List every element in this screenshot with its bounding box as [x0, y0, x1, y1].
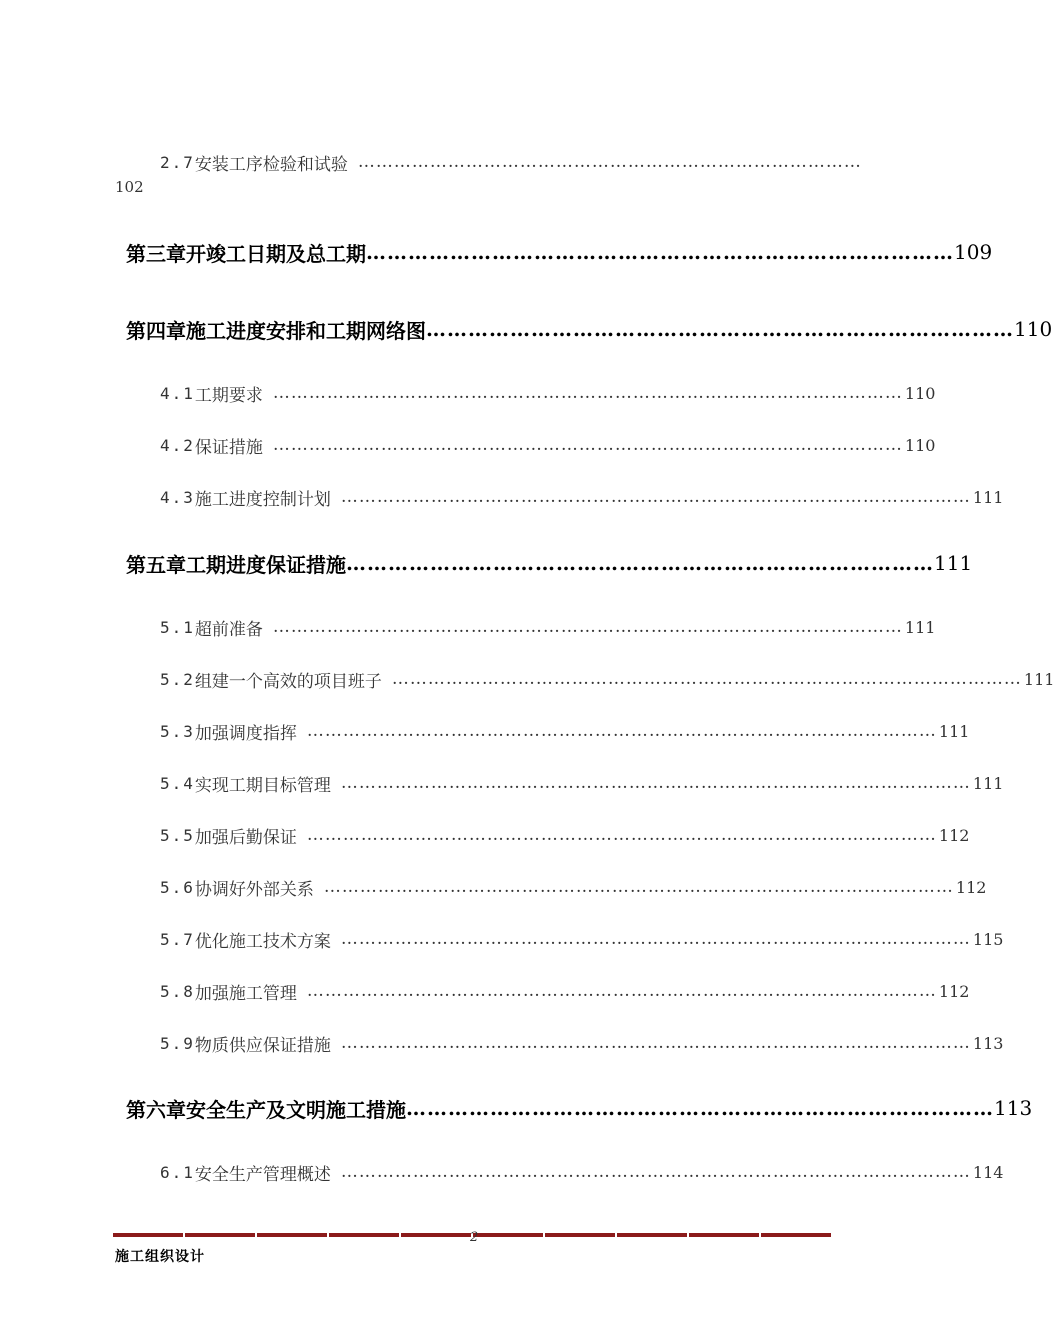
footer-document-title: 施工组织设计 [115, 1249, 205, 1265]
toc-entry[interactable] [160, 872, 987, 902]
toc-entry[interactable] [160, 1028, 1004, 1058]
toc-entry-number: 5.9 [160, 1033, 195, 1053]
toc-chapter-page: 111 [934, 551, 973, 575]
toc-chapter-page: 109 [954, 240, 993, 264]
toc-chapter-page: 110 [1014, 317, 1053, 341]
toc-entry-number: 5.3 [160, 721, 195, 741]
toc-entry-page: 112 [938, 825, 970, 845]
toc-leader-dots: ………………………………………………………………………… [426, 317, 1014, 341]
toc-chapter-title: 开竣工日期及总工期 [186, 241, 366, 266]
toc-entry-title: 施工进度控制计划 [194, 489, 331, 510]
toc-leader-dots: ………………………………………………………………………… [346, 551, 934, 575]
toc-entry-page: 112 [955, 877, 987, 897]
toc-entry-number: 5.8 [160, 981, 195, 1001]
toc-chapter-label: 第三章 [126, 241, 186, 266]
toc-entry-page: 102 [115, 178, 144, 196]
toc-entry-title: 优化施工技术方案 [194, 931, 331, 952]
toc-entry-page: 110 [904, 435, 936, 455]
toc-entry-title: 物质供应保证措施 [194, 1035, 331, 1056]
toc-chapter[interactable] [126, 235, 993, 269]
toc-entry[interactable] [160, 430, 936, 460]
toc-leader-dots: …………………………………………………………………………………………… [340, 1162, 971, 1182]
toc-leader-dots: …………………………………………………………………………………………… [340, 773, 971, 793]
toc-entry-page: 111 [972, 487, 1004, 507]
toc-chapter[interactable] [126, 1091, 1033, 1125]
toc-entry-page: 114 [972, 1162, 1004, 1182]
toc-chapter[interactable] [126, 546, 973, 580]
toc-entry-number: 5.7 [160, 929, 195, 949]
toc-leader-dots: …………………………………………………………………………………………… [272, 617, 903, 637]
toc-entry[interactable] [160, 768, 1004, 798]
toc-entry-page: 111 [904, 617, 936, 637]
toc-chapter-label: 第六章 [126, 1097, 186, 1122]
toc-entry[interactable] [160, 378, 936, 408]
toc-entry[interactable] [160, 716, 970, 746]
toc-chapter[interactable] [126, 312, 1053, 346]
toc-leader-dots: …………………………………………………………………………………………… [323, 877, 954, 897]
toc-entry[interactable] [160, 820, 970, 850]
toc-chapter-title: 施工进度安排和工期网络图 [186, 318, 426, 343]
toc-leader-dots: …………………………………………………………………………………………… [340, 487, 971, 507]
toc-entry-page: 110 [904, 383, 936, 403]
toc-entry-title: 实现工期目标管理 [194, 775, 331, 796]
toc-leader-dots: …………………………………………………………………………………………… [340, 1033, 971, 1053]
toc-entry-page: 112 [938, 981, 970, 1001]
toc-leader-dots: …………………………………………………………………………………………… [340, 929, 971, 949]
toc-entry[interactable] [160, 664, 1054, 694]
footer-page-number: 2 [470, 1230, 479, 1245]
toc-entry-title: 工期要求 [194, 385, 263, 406]
toc-entry-title: 协调好外部关系 [194, 879, 314, 900]
toc-entry-title: 超前准备 [194, 619, 263, 640]
toc-entry-title: 安装工序检验和试验 [194, 154, 348, 175]
toc-leader-dots: …………………………………………………………………………………………… [272, 383, 903, 403]
toc-chapter-title: 安全生产及文明施工措施 [186, 1097, 406, 1122]
toc-entry-title: 保证措施 [194, 437, 263, 458]
toc-entry-title: 加强后勤保证 [194, 827, 297, 848]
toc-chapter-label: 第五章 [126, 552, 186, 577]
toc-entry-number: 2.7 [160, 152, 195, 172]
toc-entry-number: 6.1 [160, 1162, 195, 1182]
toc-entry-title: 安全生产管理概述 [194, 1164, 331, 1185]
toc-entry-page: 111 [972, 773, 1004, 793]
toc-entry-page: 111 [1023, 669, 1054, 689]
toc-entry[interactable] [160, 976, 970, 1006]
toc-entry[interactable] [160, 482, 1004, 512]
toc-entry-number: 5.4 [160, 773, 195, 793]
toc-leader-dots: ………………………………………………………………………… [406, 1096, 994, 1120]
toc-entry[interactable] [160, 612, 936, 642]
toc-leader-dots: ………………………………………………………………………… [366, 240, 954, 264]
toc-entry-number: 5.6 [160, 877, 195, 897]
toc-entry-page: 113 [972, 1033, 1004, 1053]
toc-leader-dots: …………………………………………………………………………………………… [306, 981, 937, 1001]
toc-entry[interactable] [160, 147, 862, 177]
toc-entry-number: 4.2 [160, 435, 195, 455]
toc-entry-number: 5.1 [160, 617, 195, 637]
toc-leader-dots: …………………………………………………………………………………………… [391, 669, 1022, 689]
toc-entry-page: 115 [972, 929, 1004, 949]
toc-entry-number: 5.5 [160, 825, 195, 845]
toc-chapter-page: 113 [994, 1096, 1033, 1120]
toc-entry-number: 4.1 [160, 383, 195, 403]
toc-entry-number: 4.3 [160, 487, 195, 507]
toc-leader-dots: …………………………………………………………………………………………… [272, 435, 903, 455]
toc-leader-dots: ………………………………………………………………………… [357, 152, 862, 172]
toc-entry-number: 5.2 [160, 669, 195, 689]
toc-entry[interactable] [160, 924, 1004, 954]
toc-chapter-title: 工期进度保证措施 [186, 552, 346, 577]
toc-leader-dots: …………………………………………………………………………………………… [306, 825, 937, 845]
toc-entry-page: 111 [938, 721, 970, 741]
toc-chapter-label: 第四章 [126, 318, 186, 343]
toc-entry[interactable] [160, 1157, 1004, 1187]
toc-leader-dots: …………………………………………………………………………………………… [306, 721, 937, 741]
toc-entry-title: 加强调度指挥 [194, 723, 297, 744]
toc-entry-title: 加强施工管理 [194, 983, 297, 1004]
toc-entry-title: 组建一个高效的项目班子 [194, 671, 382, 692]
